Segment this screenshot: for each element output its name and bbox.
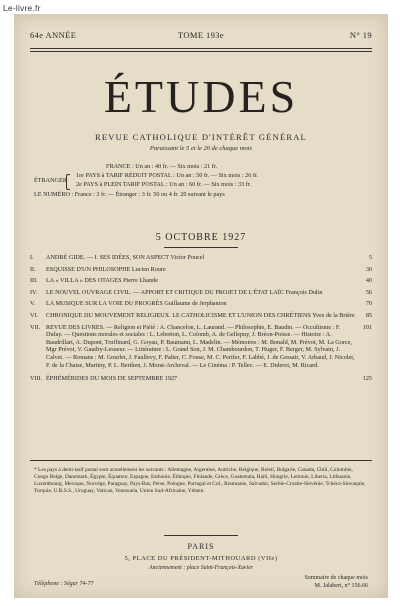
toc-title: LE NOUVEL OUVRAGE CIVIL. — APPORT ET CRITIQUE DU PROJET DE L'ÉTAT LAÏC (46, 288, 284, 296)
toc-author: Lucien Roure (131, 265, 166, 273)
date-rule (164, 247, 238, 248)
toc-number: VII. (30, 323, 41, 331)
journal-subtitle: REVUE CATHOLIQUE D'INTÉRÊT GÉNÉRAL (95, 132, 307, 142)
toc-number: II. (30, 265, 36, 273)
toc-entry (30, 375, 372, 383)
toc-number: I. (30, 254, 34, 261)
toc-number: VIII. (30, 375, 43, 383)
toc-entry (30, 289, 372, 297)
publisher-address: 5, PLACE DU PRÉSIDENT-MITHOUARD (VIIe) (124, 555, 278, 562)
header-double-rule (30, 48, 372, 52)
publisher-rule (164, 535, 238, 536)
toc-entry (30, 312, 372, 320)
toc-title: ANDRÉ GIDE. — I. SES IDÉES, SON ASPECT (46, 254, 169, 261)
price-single-issue: LE NUMÉRO : France : 3 fr. — Étranger : 3 fr. 50 ou 4 fr. 20 suivant le pays (34, 191, 225, 198)
sommaire-label: Sommaire de chaque mois (304, 575, 368, 581)
toc-bottom-rule (30, 460, 372, 461)
toc-author: Pierre Lhande (123, 277, 158, 285)
journal-title: ÉTUDES (103, 71, 299, 122)
toc-number: V. (30, 300, 36, 308)
toc-page: 101 (362, 323, 372, 331)
toc-entry (30, 300, 372, 308)
toc-page: 5 (368, 254, 372, 261)
price-etranger-reduced: 1re PAYS à TARIF RÉDUIT POSTAL : Un an : 50 fr. — Six mois : 26 fr. (76, 172, 259, 179)
number-label: N° 19 (349, 30, 372, 40)
journal-cover-page (14, 14, 388, 598)
issue-header (30, 30, 372, 44)
account-block (305, 574, 368, 590)
toc-page: 70 (365, 300, 372, 308)
price-france: FRANCE : Un an : 40 fr. — Six mois : 21 fr. (106, 163, 218, 170)
toc-entry (30, 277, 372, 285)
table-of-contents (30, 254, 372, 387)
price-etranger-full: 2e PAYS à PLEIN TARIF POSTAL : Un an : 60 fr. — Six mois : 33 fr. (76, 181, 252, 188)
publisher-former-address: Anciennement : place Saint-François-Xavier (149, 565, 253, 571)
toc-number: IV. (30, 288, 38, 296)
toc-page: 56 (365, 288, 372, 296)
issue-date: 5 OCTOBRE 1927 (155, 232, 247, 243)
toc-title: CHRONIQUE DU MOUVEMENT RELIGIEUX. LE CATHOLICISME ET L'UNION DES CHRÉTIENS (46, 311, 311, 319)
account-number: M. Jalabert, n° 156.66 (314, 583, 368, 589)
tome-label: TOME 193e (177, 30, 225, 40)
toc-entry (30, 266, 372, 274)
year-label: 64e ANNÉE (30, 30, 77, 40)
watermark-text: Le-livre.fr (3, 3, 41, 13)
toc-title: ÉPHÉMÉRIDES DU MOIS DE SEPTEMBRE 1927 (46, 375, 178, 383)
toc-entry (30, 324, 372, 370)
toc-page: 85 (365, 311, 372, 319)
publisher-city: PARIS (187, 542, 215, 551)
publication-frequency: Paraissant le 5 et le 20 de chaque mois (149, 145, 253, 152)
toc-author: François Dulin (285, 288, 323, 296)
toc-page: 40 (365, 277, 372, 285)
toc-title: ESQUISSE D'UN PHILOSOPHE (46, 265, 131, 273)
toc-title: REVUE DES LIVRES. — Religion et Piété : A. Chancelon, L. Laurand. — Philosophie, E. Baudin. — Occultisme : F. Dufay. — Questions morales et sociales : L. Lebreton, L. Colomb, A. de Gellepuy, J. Bréon-Poisse. — Histoire : A. Baudrillart, A. Dupont, Truffinard, G. Goyau, P. Baumann, L. Madelin. — Mémoires : M. Bonald, M. Prévot, M. La Gorce, Mgr Prévot, V. Gaudry-Lesueur. — Littérature : L. Grand Son, J. M. Chambourdon, T. Huger, F. Berger, M. Sylvain, J. Calvet. — Romans : M. Gourlet, J. Faullevy, F. Palter, C. Fouse, M. C. Perifer, F. Labbé, J. de Gessair, V. Arbaud, J. Nicolet, F. de la Chaise, Martiny, P. L. Berthen, J. Morat-Archeval. — Le Cinéma : P. Tellec. — E. Diderot, M. Ricard. (46, 323, 355, 369)
brace-mark (66, 174, 70, 190)
toc-page: 30 (365, 265, 372, 273)
toc-author: Yves de la Brière (312, 311, 355, 319)
postal-rates-note: * Les pays à demi-tarif postal sont actuellement les suivants : Allemagne, Argentine, Autriche, Belgique, Brésil, Bulgarie, Canada, Chili, Colombie, Congo Belge, Danemark, Égypte, Équateur, Espagne, Esthonie, Éthiopie, Finlande, Grèce, Guatemala, Haïti, Hongrie, Lettonie, Liberia, Lithuanie, Luxembourg, Mexique, Norvège, Paraguay, Pays-Bas, Perse, Pologne, Portugal et Col., Roumanie, Salvador, Serbie-Croatie-Slovénie, Tchéco-Slovaquie, Turquie, U.R.S.S., Uruguay, Vatican, Venezuela, Union Sud-Africaine, Yémen. (34, 467, 366, 494)
toc-page: 125 (362, 375, 372, 383)
toc-number: III. (30, 277, 38, 285)
toc-title: LA MUSIQUE SUR LA VOIE DU PROGRÈS (46, 300, 163, 308)
toc-title: LA « VILLA » DES OTAGES (46, 277, 122, 285)
toc-number: VI. (30, 311, 39, 319)
toc-author: Victor Poucel (170, 254, 205, 261)
telephone-number: Téléphone : Ségur 74-77 (34, 581, 94, 587)
toc-entry (30, 254, 372, 262)
price-etranger-label: ÉTRANGER (34, 177, 67, 184)
toc-author: Guillaume de Jerphanion (164, 300, 227, 308)
